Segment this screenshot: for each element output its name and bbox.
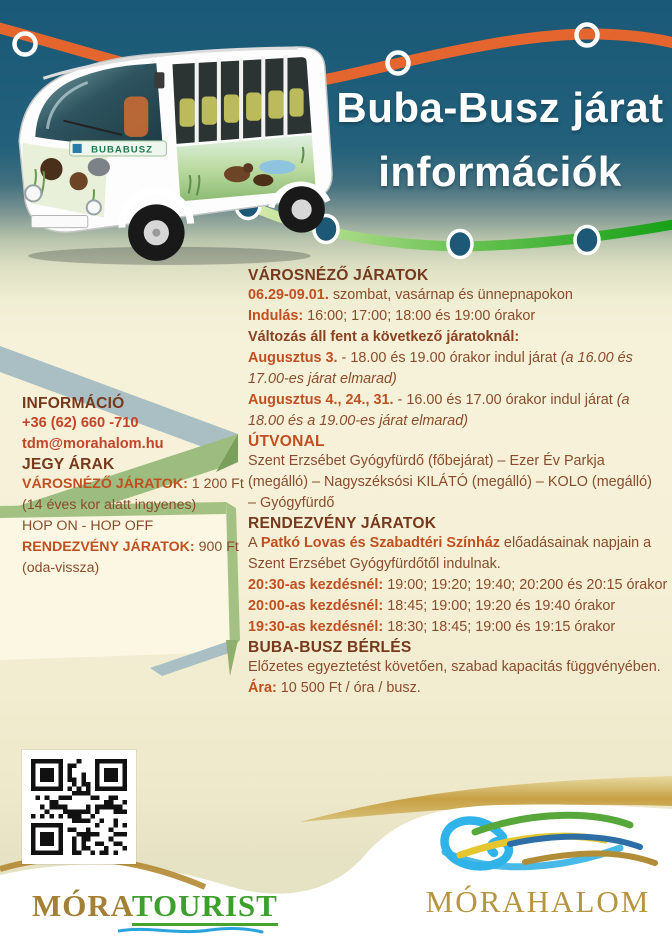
ticket-label: VÁROSNÉZŐ JÁRATOK: [22,476,188,492]
contact-email: tdm@morahalom.hu [22,436,164,452]
sightseeing-heading: VÁROSNÉZŐ JÁRATOK [248,267,429,284]
contact-phone: +36 (62) 660 -710 [22,415,139,431]
dates-value: 06.29-09.01. [248,287,329,303]
ticket-label: RENDEZVÉNY JÁRATOK: [22,539,195,555]
aug4-note: (a 18.00 és a 19.00-es járat elmarad) [248,392,630,429]
logo-moratourist [32,888,278,924]
route-text: Szent Erzsébet Gyógyfürdő (főbejárat) – Ezer Év Parkja (megálló) – Nagyszéksósi KILÁTÓ (megálló) – KOLO (megálló) – Gyógyfürdő [248,453,652,511]
front-hub-center [152,229,160,237]
headlight [87,200,101,214]
page-title [328,76,672,204]
side-mirror [154,72,164,88]
page-title-line2: információk [378,148,622,195]
headlight [25,185,41,201]
rear-hub [292,199,312,219]
bus-front-label: BUBABUSZ [91,144,153,156]
aug3-note: (a 16.00 és 17.00-es járat elmarad) [248,350,633,387]
front-mural-elephant [88,158,110,176]
event-times: 19:00; 19:20; 19:40; 20:200 és 20:15 órakor [383,577,668,593]
front-mural-buffalo [70,172,88,190]
sightseeing-dates [248,285,662,327]
event-time: 19:30 [248,619,285,635]
aug3-label: Augusztus 3. [248,350,338,366]
green-tip [226,640,238,676]
event-label: -as kezdésnél: [284,619,384,635]
rental-heading: BUBA-BUSZ BÉRLÉS [248,639,412,656]
aug3-text: - 18.00 és 19.00 órakor indul járat [337,350,561,366]
dates-rest: szombat, vasárnap és ünnepnapokon [328,287,573,303]
events-intro-post: előadásainak napjain a Szent Erzsébet Gyógyfürdőtől indulnak. [248,535,652,572]
price-value: 10 500 Ft / óra / busz. [276,680,421,696]
contact-heading: INFORMÁCIÓ [22,395,125,412]
contact-lines [22,413,238,455]
main-content [248,266,668,699]
events-intro-pre: A [248,535,261,551]
tickets-heading: JEGY ÁRAK [22,456,115,473]
aug4-text: - 16.00 és 17.00 órakor indul járat [393,392,617,408]
event-times: 18:30; 18:45; 19:00 és 19:15 órakor [383,619,616,635]
rental-price [248,678,662,699]
ticket-events [22,537,238,579]
event-departure-row [248,575,668,638]
event-label: -as kezdésnél: [284,598,384,614]
change-notice: Változás áll fent a következő járatoknál: [248,329,520,345]
ticket-note: (oda-vissza) [22,560,100,576]
rental-text: Előzetes egyeztetést követően, szabad kapacitás függvényében. [248,659,661,675]
logo-morahalom: MÓRAHALOM [425,884,651,919]
price-label: Ára: [248,680,277,696]
moratourist-wave-icon [118,926,264,936]
page-title-line1: Buba-Busz járat [336,84,664,131]
info-sidebar [22,394,244,579]
ticket-price: 900 Ft [194,539,239,555]
morahalom-swirl-icon [415,792,665,887]
event-time: 20:00 [248,598,285,614]
events-intro-theatre: Patkó Lovas és Szabadtéri Színház [260,535,500,551]
sightseeing-changes [248,327,662,432]
banner-logo-block [73,144,82,153]
driver-seat [124,96,148,136]
ticket-note: (14 éves kor alatt ingyenes) [22,497,197,513]
mural-pond [259,160,295,174]
mural-buffalo-head [243,163,253,173]
event-label: -as kezdésnél: [284,577,384,593]
qr-code [22,750,136,864]
events-intro [248,533,662,575]
qr-code-pattern [31,759,127,855]
events-heading: RENDEZVÉNY JÁRATOK [248,515,437,532]
ticket-note2: HOP ON - HOP OFF [22,518,154,534]
event-time: 20:30 [248,577,285,593]
departure-times: 16:00; 17:00; 18:00 és 19:00 órakor [303,308,536,324]
logo-moratourist-part2: TOURIST [132,888,278,926]
ticket-price: 1 200 Ft [187,476,244,492]
route-stop-dot [448,231,472,258]
departure-label: Indulás: [248,308,304,324]
mural-buffalo [253,174,273,186]
logo-moratourist-part1: MÓRA [32,888,132,923]
ticket-sightseeing [22,474,244,537]
route-stop-dot [575,227,599,254]
license-plate [31,216,87,228]
route-heading: ÚTVONAL [248,433,325,450]
aug4-label: Augusztus 4., 24., 31. [248,392,394,408]
buba-bus-illustration [2,40,347,270]
event-times: 18:45; 19:00; 19:20 és 19:40 órakor [383,598,616,614]
